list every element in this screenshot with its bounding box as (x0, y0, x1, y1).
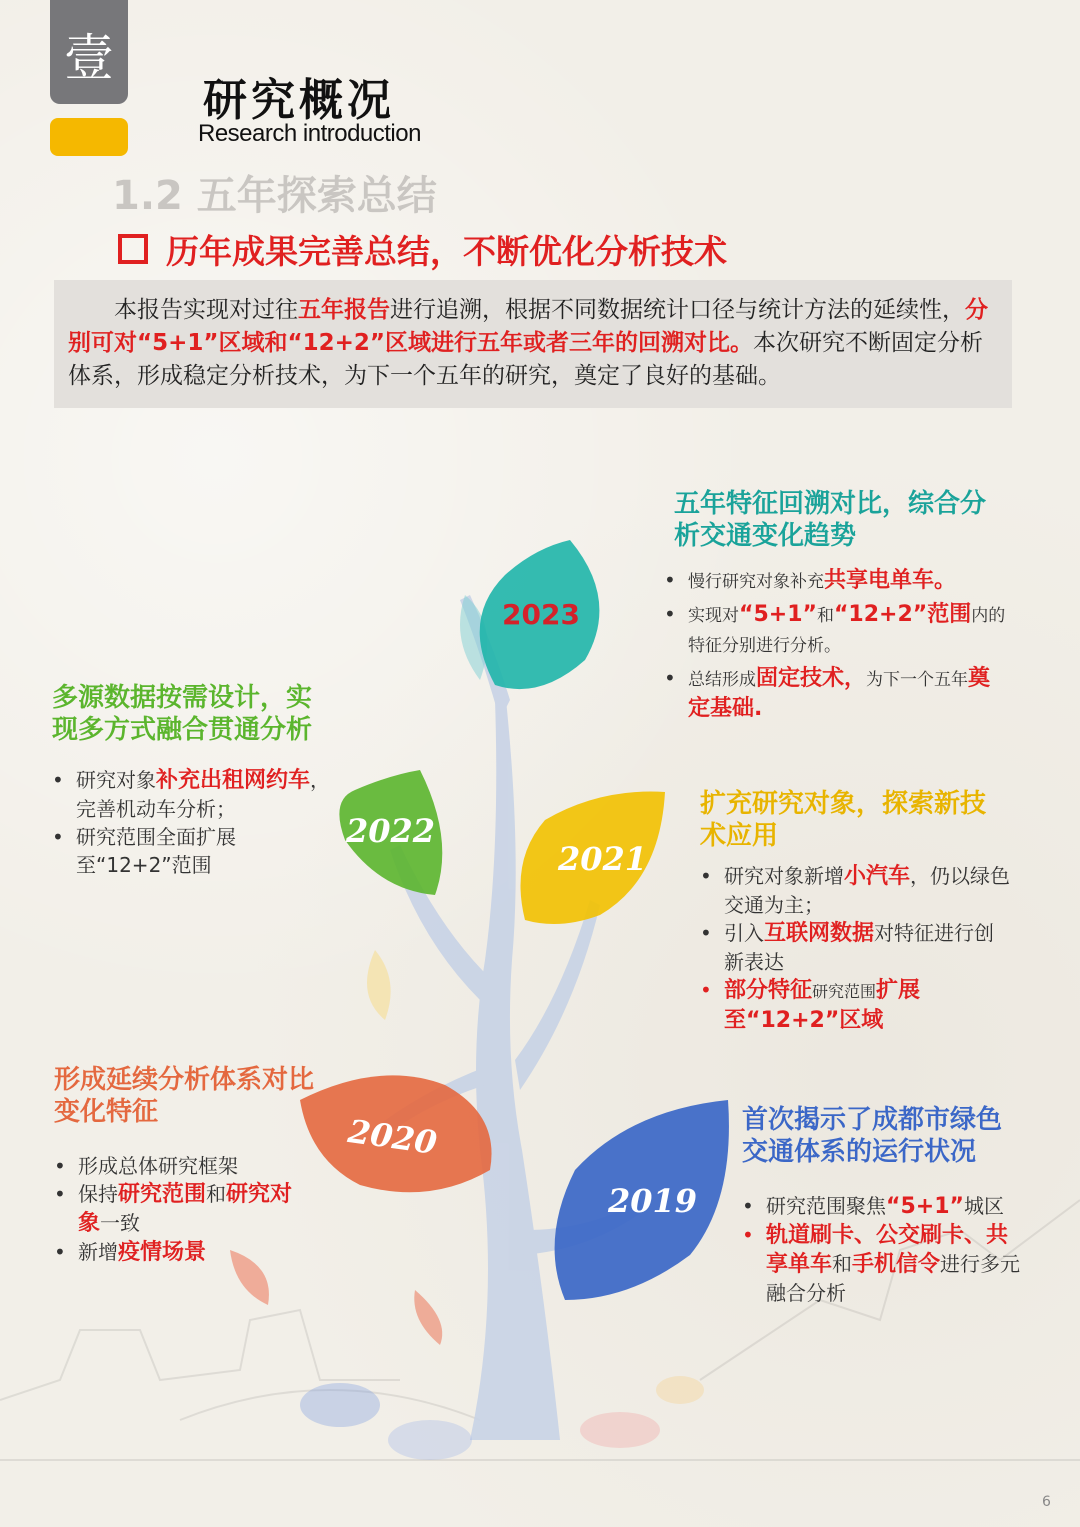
milestone-2021-heading: 扩充研究对象，探索新技术应用 (700, 789, 987, 851)
milestone-2023-point: • 实现对“5+1”和“12+2”范围内的特征分别进行分析。 (664, 600, 1009, 660)
intro-text-3: 本次研究不断固定分析体系，形成稳定分析技术，为下一个五年的研究，奠定了良好的基础。 (68, 330, 984, 389)
section-title: 1.2 五年探索总结 (112, 173, 437, 219)
milestone-2023-heading: 五年特征回溯对比，综合分析交通变化趋势 (674, 489, 987, 551)
year-label-2020: 2020 (345, 1111, 440, 1163)
year-label-2021: 2021 (558, 840, 648, 878)
milestone-2022-point: • 研究对象补充出租网约车，完善机动车分析； (52, 766, 332, 823)
milestone-2019-point: • 轨道刷卡、公交刷卡、共享单车和手机信令进行多元融合分析 (742, 1221, 1022, 1307)
milestone-2023 (674, 488, 1009, 723)
intro-highlight-1: 五年报告 (298, 297, 390, 323)
year-label-2022: 2022 (346, 812, 436, 850)
milestone-2021-point: • 部分特征研究范围扩展至“12+2”区域 (700, 976, 1010, 1035)
intro-text-2: 进行追溯，根据不同数据统计口径与统计方法的延续性， (390, 297, 965, 323)
chapter-badge-text: 壹 (64, 29, 114, 87)
milestone-2022-point: • 研究范围全面扩展至“12+2”范围 (52, 823, 332, 879)
year-label-2023: 2023 (502, 598, 580, 631)
small-leaf-decoration (367, 950, 391, 1020)
year-label-2019: 2019 (608, 1182, 698, 1220)
page-number: 6 (1042, 1494, 1051, 1510)
milestone-2020 (54, 1064, 314, 1267)
milestone-2019-heading: 首次揭示了成都市绿色交通体系的运行状况 (742, 1105, 1003, 1167)
milestone-2021-point: • 引入互联网数据对特征进行创新表达 (700, 919, 1010, 976)
tree-trunk (372, 595, 648, 1440)
milestone-2023-point: • 慢行研究对象补充共享电单车。 (664, 566, 1009, 596)
intro-highlight-2: 分别可对“5+1”区域和“12+2”区域进行五年或者三年的回溯对比。 (68, 297, 988, 356)
small-leaf-decoration (414, 1290, 442, 1345)
milestone-2022-heading: 多源数据按需设计，实现多方式融合贯通分析 (52, 683, 313, 745)
milestone-2020-point: • 保持研究范围和研究对象一致 (54, 1180, 314, 1238)
page-title: 研究概况 (203, 75, 395, 126)
milestone-2021 (700, 788, 1010, 1035)
milestone-2021-point: • 研究对象新增小汽车，仍以绿色交通为主； (700, 862, 1010, 919)
intro-text-1: 本报告实现对过往 (114, 297, 298, 323)
milestone-2020-heading: 形成延续分析体系对比变化特征 (54, 1065, 315, 1127)
milestone-2023-point: • 总结形成固定技术，为下一个五年奠定基础. (664, 664, 1009, 723)
milestone-2020-point: • 形成总体研究框架 (54, 1152, 314, 1180)
milestone-2019 (742, 1104, 1022, 1307)
milestone-2019-point: • 研究范围聚焦“5+1”城区 (742, 1192, 1022, 1221)
milestone-2020-point: • 新增疫情场景 (54, 1238, 314, 1267)
subtitle-text: 历年成果完善总结，不断优化分析技术 (166, 232, 727, 271)
milestone-2022 (52, 682, 332, 879)
page-title-english: Research introduction (198, 120, 421, 147)
